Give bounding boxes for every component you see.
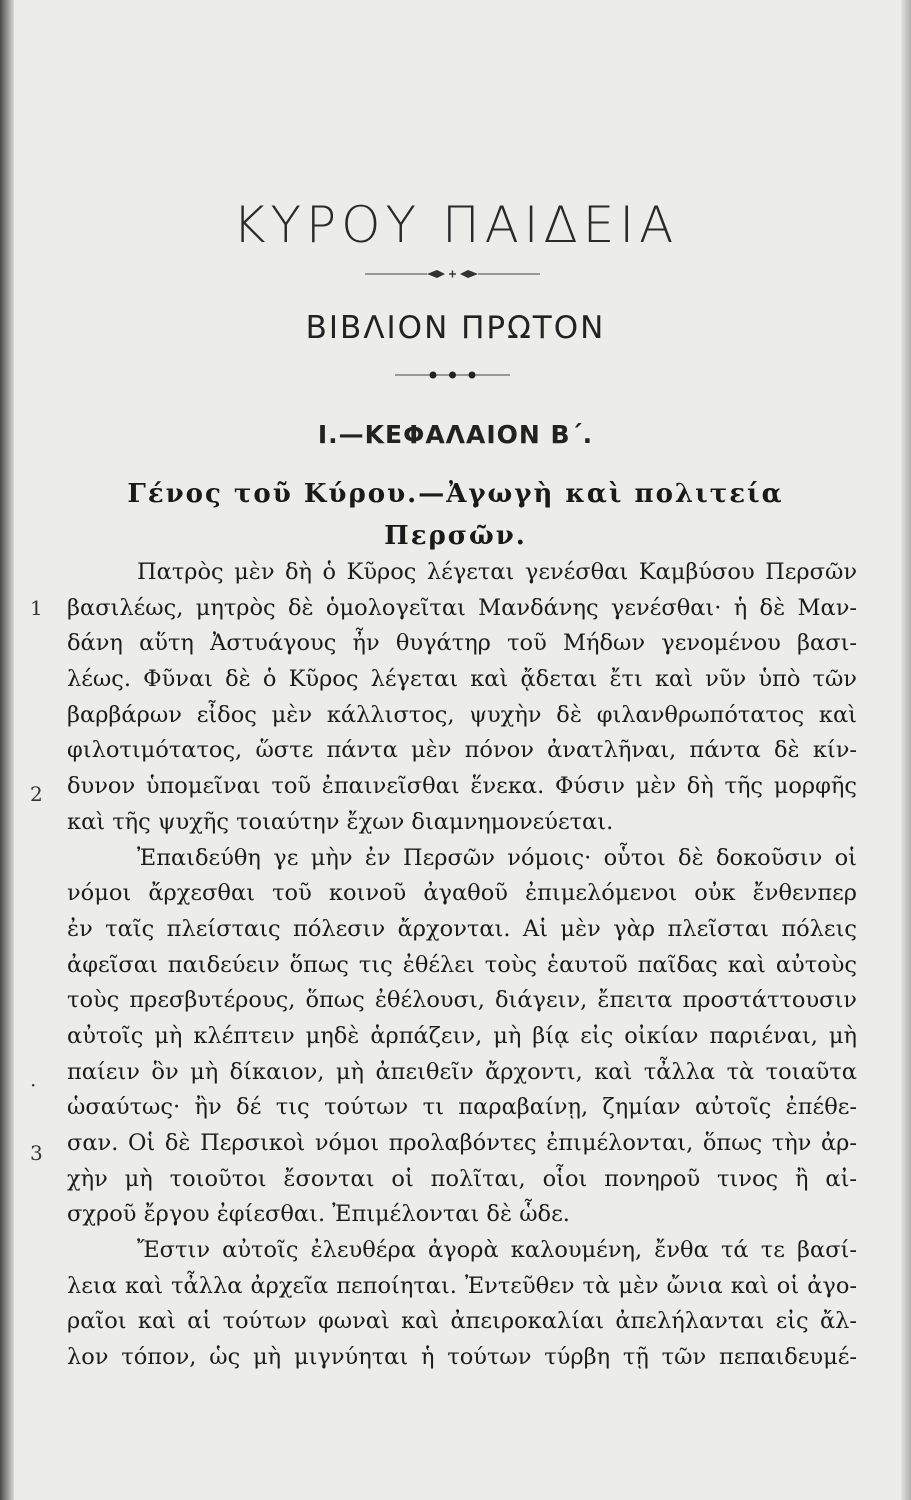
text-line: σχροῦ ἔργου ἐφίεσθαι. Ἐπιμέλονται δὲ ὧδε. xyxy=(67,1201,570,1228)
text-line: Πατρὸς μὲν δὴ ὁ Κῦρος λέγεται γενέσθαι Καμβύσου Περσῶν xyxy=(137,559,857,585)
dots-divider-icon xyxy=(395,368,510,382)
book-subtitle: ΒΙΒΛΙΟΝ ΠΡΩΤΟΝ xyxy=(305,310,606,346)
text-line: ὡσαύτως· ἢν δέ τις τούτων τι παραβαίνῃ, ζημίαν αὐτοῖς ἐπέθε- xyxy=(67,1094,857,1121)
body-text xyxy=(67,555,857,1376)
text-line: τοὺς πρεσβυτέρους, ὅπως ἐθέλουσι, διάγειν, ἔπειτα προστάττουσιν xyxy=(67,987,857,1014)
text-line: παίειν ὃν μὴ δίκαιον, μὴ ἀπειθεῖν ἄρχοντι, καὶ τἆλλα τὰ τοιαῦτα xyxy=(67,1058,857,1085)
text-line: δάνη αὕτη Ἀστυάγους ἦν θυγάτηρ τοῦ Μήδων γενομένου βασι- xyxy=(67,630,857,657)
text-line: λεια καὶ τἆλλα ἀρχεῖα πεποίηται. Ἐντεῦθεν τὰ μὲν ὤνια καὶ οἱ ἀγο- xyxy=(67,1272,857,1299)
text-line: δυνον ὑπομεῖναι τοῦ ἐπαινεῖσθαι ἕνεκα. Φύσιν μὲν δὴ τῆς μορφῆς xyxy=(67,773,857,800)
text-line: ραῖοι καὶ αἱ τούτων φωναὶ καὶ ἀπειροκαλίαι ἀπελήλανται εἰς ἄλ- xyxy=(67,1308,857,1335)
text-line: ἀφεῖσαι παιδεύειν ὅπως τις ἐθέλει τοὺς ἑαυτοῦ παῖδας καὶ αὐτοὺς xyxy=(67,951,857,978)
text-line: Ἔστιν αὐτοῖς ἐλευθέρα ἀγορὰ καλουμένη, ἔνθα τά τε βασί- xyxy=(137,1237,857,1264)
section-heading-line: Γένος τοῦ Κύρου.—Ἀγωγὴ καὶ πολιτεία xyxy=(127,479,784,509)
text-line: λέως. Φῦναι δὲ ὁ Κῦρος λέγεται καὶ ᾄδεται ἔτι καὶ νῦν ὑπὸ τῶν xyxy=(67,666,857,693)
text-line: φιλοτιμότατος, ὥστε πάντα μὲν πόνον ἀνατλῆναι, πάντα δὲ κίν- xyxy=(67,737,857,764)
text-line: αὐτοῖς μὴ κλέπτειν μηδὲ ἁρπάζειν, μὴ βίᾳ εἰς οἰκίαν παριέναι, μὴ xyxy=(67,1022,857,1049)
text-line: νόμοι ἄρχεσθαι τοῦ κοινοῦ ἀγαθοῦ ἐπιμελόμενοι οὐκ ἔνθενπερ xyxy=(67,880,857,907)
book-title: ΚΥΡΟΥ ΠΑΙΔΕΙΑ xyxy=(232,196,679,254)
text-line: καὶ τῆς ψυχῆς τοιαύτην ἔχων διαμνημονεύεται. xyxy=(67,808,614,835)
margin-mark: · xyxy=(30,1073,37,1097)
text-line: βασιλέως, μητρὸς δὲ ὁμολογεῖται Μανδάνης γενέσθαι· ἡ δὲ Μαν- xyxy=(67,594,857,621)
margin-number: 2 xyxy=(30,782,43,806)
text-line: βαρβάρων εἶδος μὲν κάλλιστος, ψυχὴν δὲ φιλανθρωπότατος καὶ xyxy=(67,701,857,728)
text-line: λον τόπον, ὡς μὴ μιγνύηται ἡ τούτων τύρβη τῇ τῶν πεπαιδευμέ- xyxy=(67,1344,857,1371)
section-heading xyxy=(0,473,911,557)
text-line: χὴν μὴ τοιοῦτοι ἔσονται οἱ πολῖται, οἷοι πονηροῦ τινος ἢ αἰ- xyxy=(67,1165,857,1192)
section-heading-line: Περσῶν. xyxy=(384,521,527,551)
margin-number: 3 xyxy=(30,1141,43,1165)
text-line: Ἐπαιδεύθη γε μὴν ἐν Περσῶν νόμοις· οὗτοι δὲ δοκοῦσιν οἱ xyxy=(137,844,857,871)
chapter-heading: Ι.—ΚΕΦΑΛΑΙΟΝ Β΄. xyxy=(317,420,594,449)
margin-number: 1 xyxy=(30,596,43,620)
text-line: ἐν ταῖς πλείσταις πόλεσιν ἄρχονται. Αἱ μὲν γὰρ πλεῖσται πόλεις xyxy=(67,915,857,942)
ornament-divider-icon xyxy=(365,266,540,282)
text-line: σαν. Οἱ δὲ Περσικοὶ νόμοι προλαβόντες ἐπιμέλονται, ὅπως τὴν ἀρ- xyxy=(67,1130,857,1156)
